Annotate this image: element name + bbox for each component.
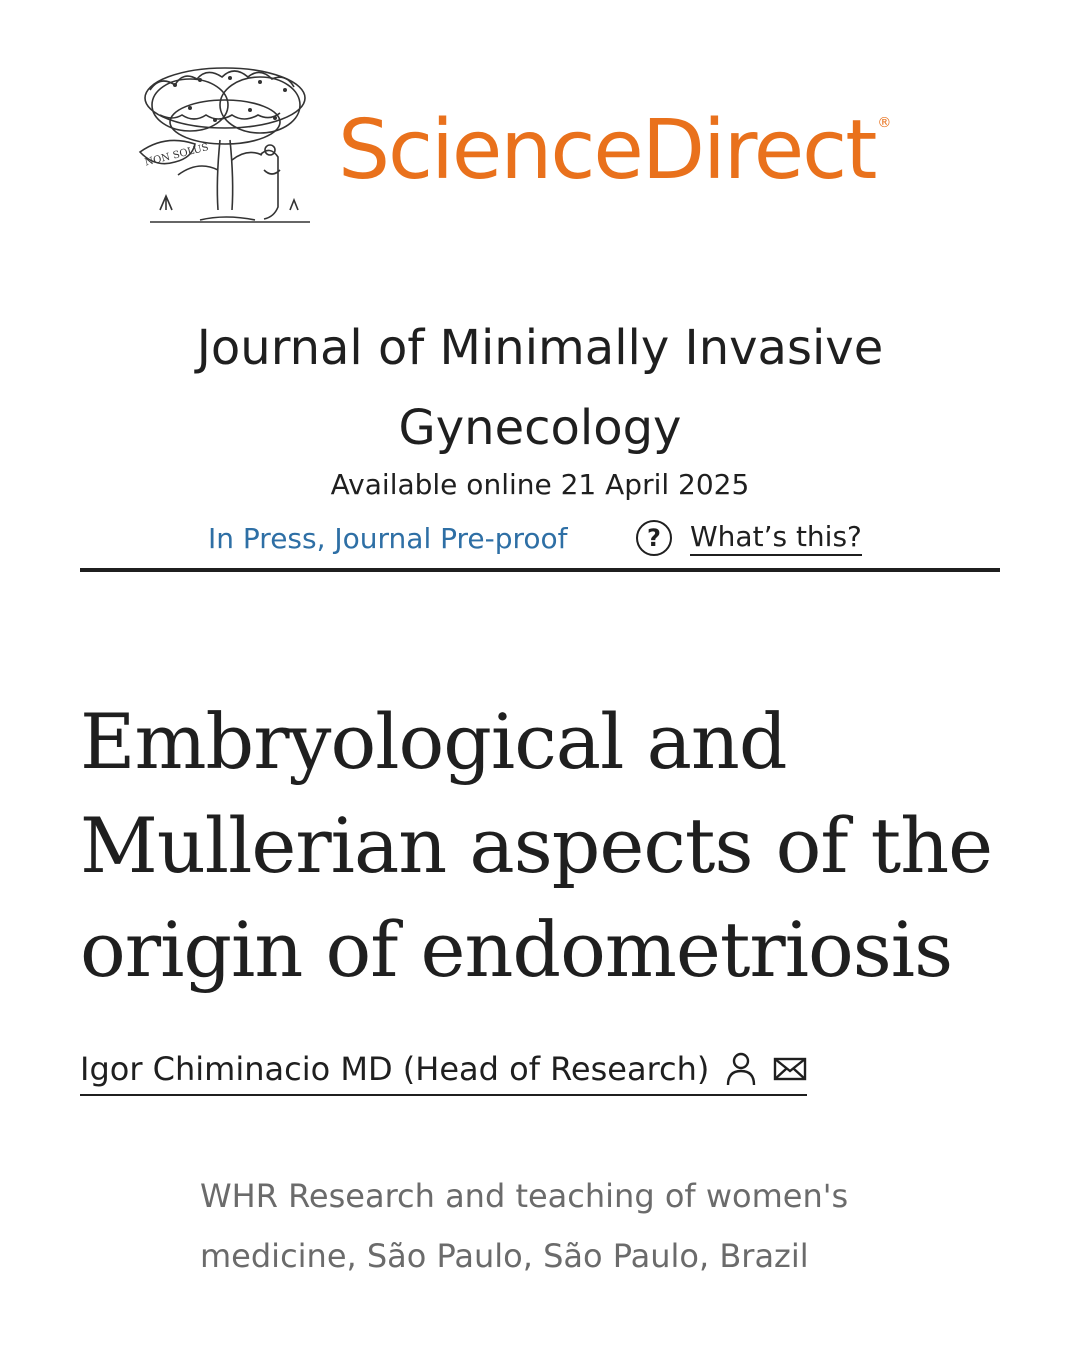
article-title — [80, 690, 1000, 1002]
article-title-line3: origin of endometriosis — [80, 905, 953, 994]
journal-title-line2: Gynecology — [398, 400, 682, 456]
logo-ribbon-text: NON SOLUS — [143, 142, 210, 169]
person-icon — [725, 1051, 757, 1087]
article-title-line1: Embryological and — [80, 697, 787, 786]
mail-icon[interactable] — [773, 1055, 807, 1083]
article-title-line2: Mullerian aspects of the — [80, 801, 993, 890]
journal-title-line1: Journal of Minimally Invasive — [196, 320, 884, 376]
author-name: Igor Chiminacio MD (Head of Research) — [80, 1050, 710, 1088]
header-divider — [80, 568, 1000, 572]
whats-this-link[interactable] — [636, 520, 862, 556]
question-circle-icon: ? — [636, 520, 672, 556]
registered-mark: ® — [877, 115, 892, 131]
whats-this-label: What’s this? — [690, 520, 862, 556]
in-press-link[interactable]: In Press, Journal Pre-proof — [208, 522, 568, 555]
sciencedirect-brand[interactable] — [338, 103, 892, 198]
brand-name: ScienceDirect — [338, 103, 876, 198]
status-row — [0, 520, 1080, 564]
author-affiliation — [200, 1166, 920, 1286]
site-header — [130, 60, 950, 235]
journal-title[interactable] — [0, 308, 1080, 468]
elsevier-tree-logo[interactable] — [130, 60, 320, 230]
affiliation-line2: medicine, São Paulo, São Paulo, Brazil — [200, 1237, 809, 1275]
affiliation-line1: WHR Research and teaching of women's — [200, 1177, 849, 1215]
author-link[interactable] — [80, 1050, 807, 1096]
availability-date: Available online 21 April 2025 — [330, 468, 750, 501]
